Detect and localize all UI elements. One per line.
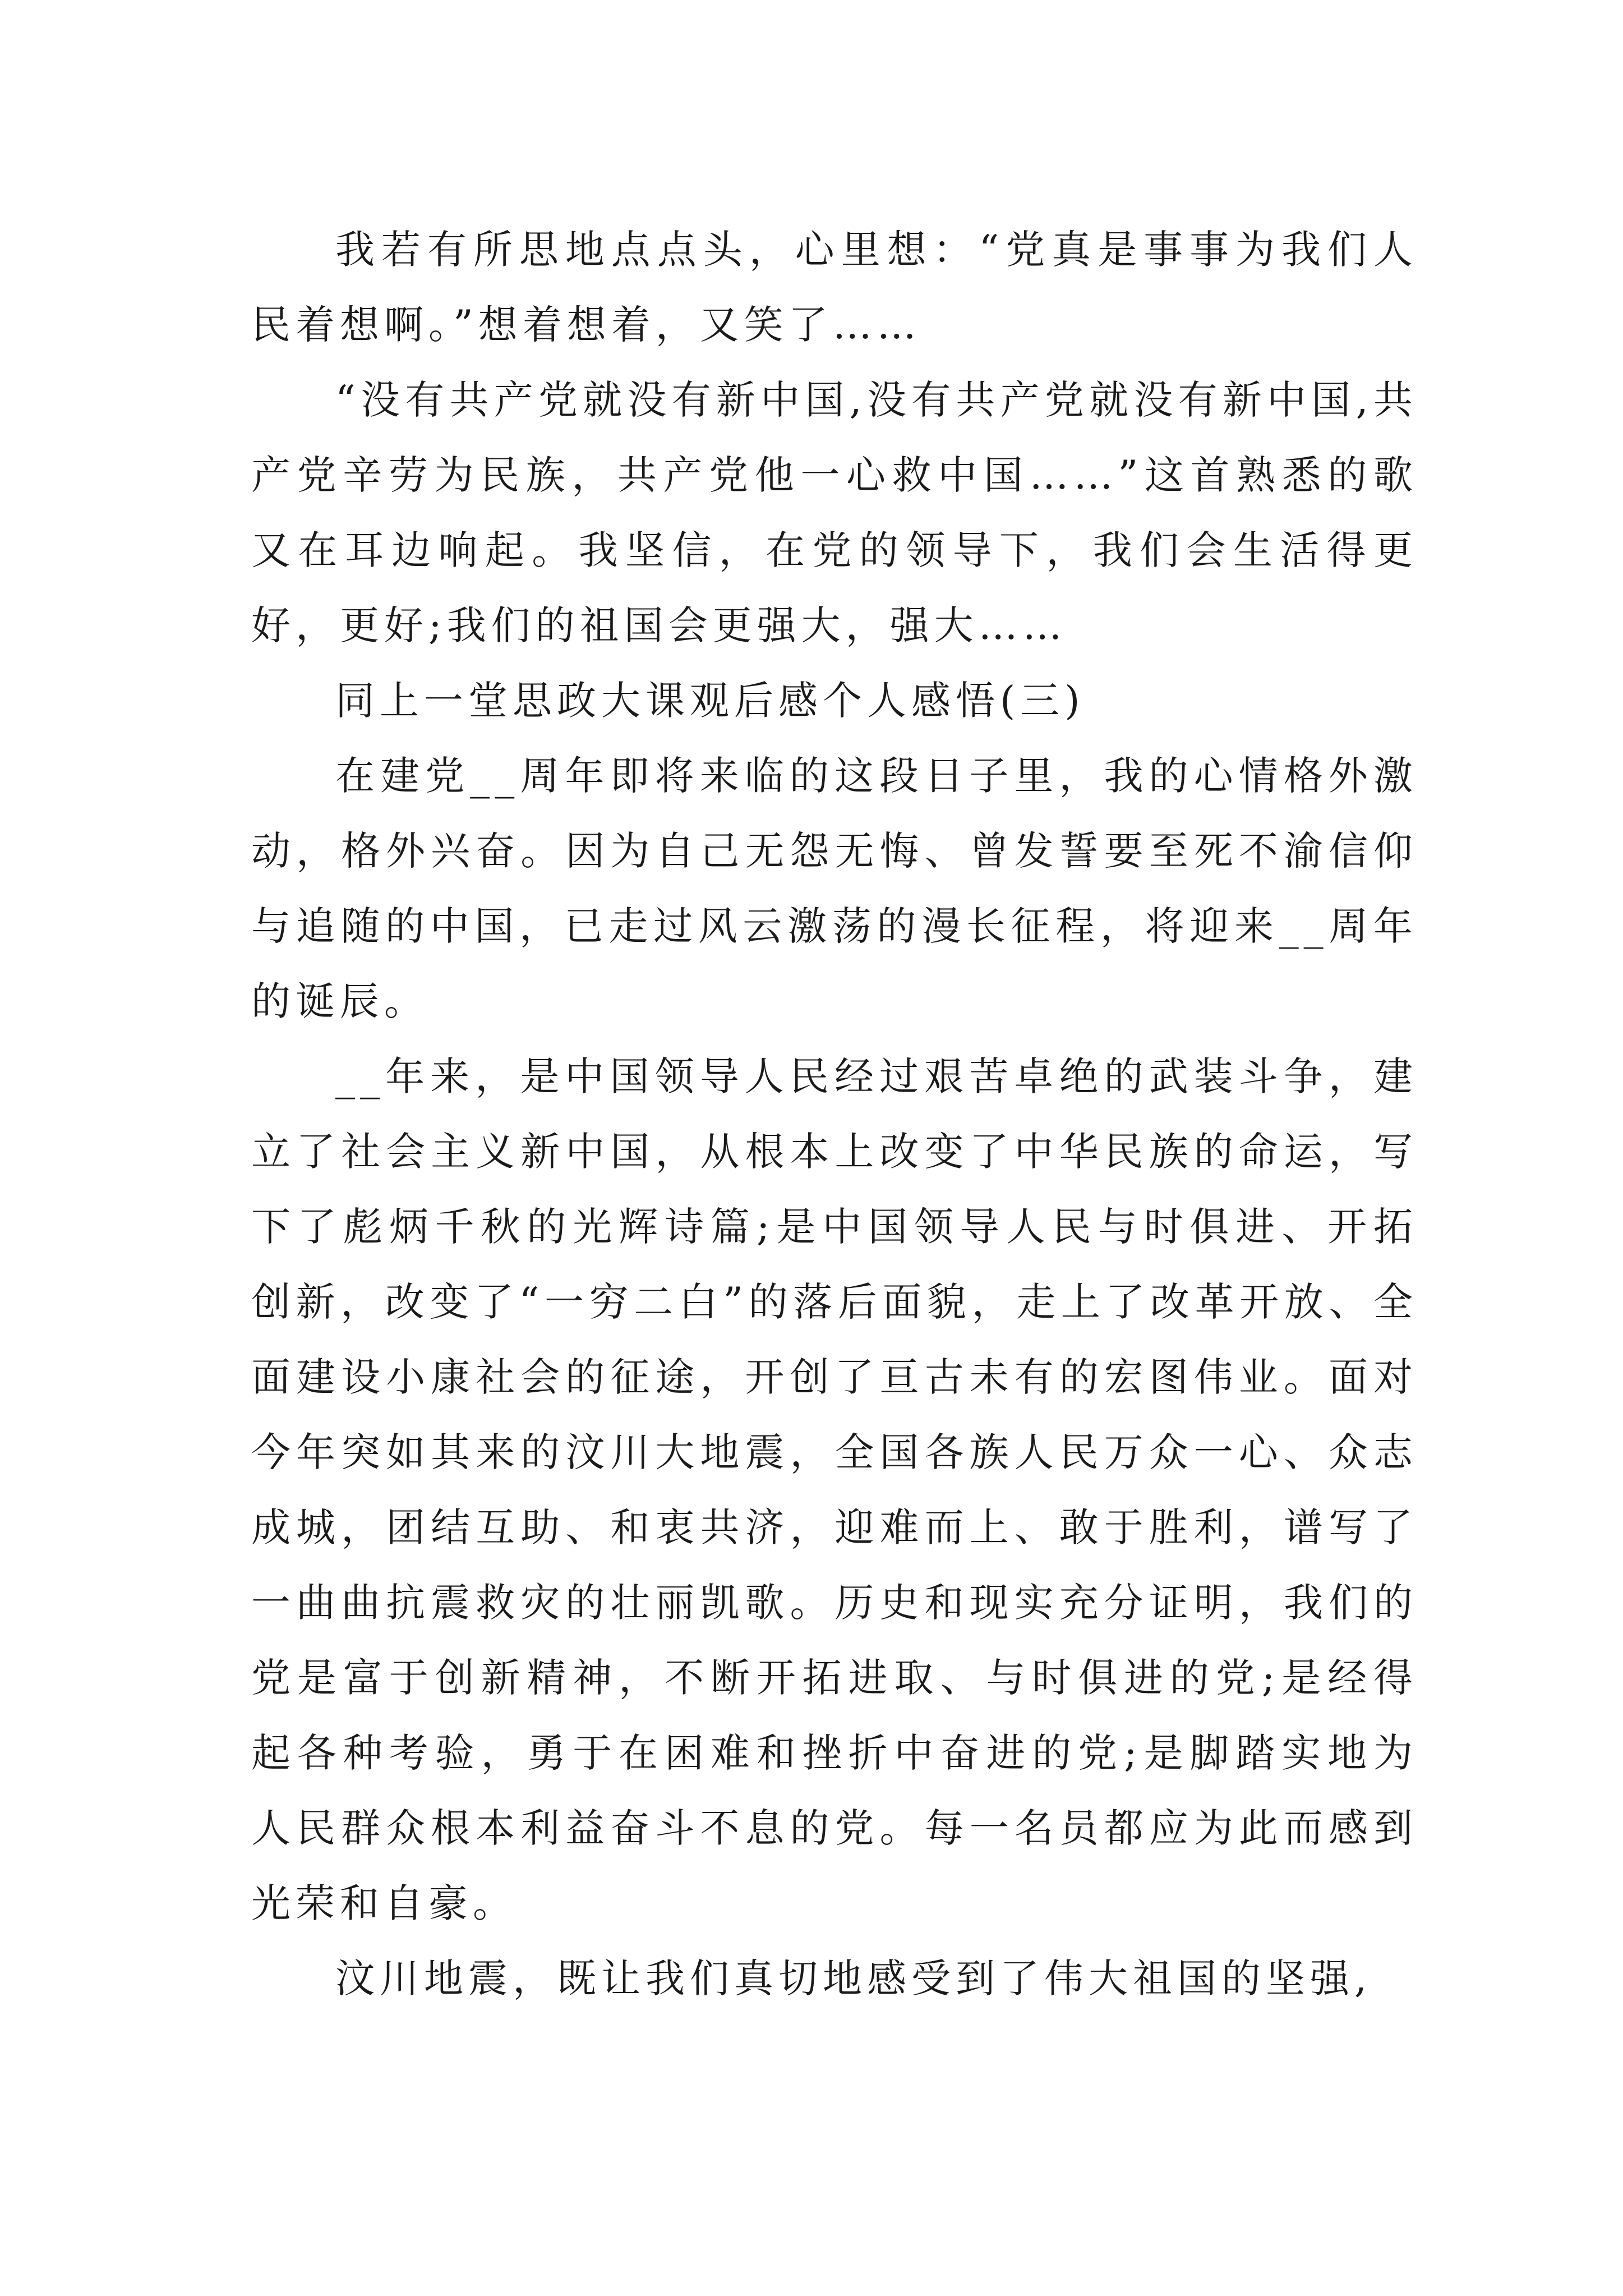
- paragraph-5: 汶川地震，既让我们真切地感受到了伟大祖国的坚强,: [335, 1955, 1372, 2001]
- paragraph-1: 我若有所思地点点头，心里想：“党真是事事为我们人民着想啊。”想着想着，又笑了……: [251, 227, 1418, 348]
- paragraph-4: __年来，是中国领导人民经过艰苦卓绝的武装斗争，建立了社会主义新中国，从根本上改变了中华民族的命运，写下了彪炳千秋的光辉诗篇;是中国领导人民与时俱进、开拓创新，改变了“一穷二白”的落后面貌，走上了改革开放、全面建设小康社会的征途，开创了亘古未有的宏图伟业。面对今年突如其来的汶川大地震，全国各族人民万众一心、众志成城，团结互助、和衷共济，迎难而上、敢于胜利，谱写了一曲曲抗震救灾的壮丽凯歌。历史和现实充分证明，我们的党是富于创新精神，不断开拓进取、与时俱进的党;是经得起各种考验，勇于在困难和挫折中奋进的党;是脚踏实地为人民群众根本利益奋斗不息的党。每一名员都应为此而感到光荣和自豪。: [251, 1053, 1418, 1926]
- document-body: [251, 212, 1418, 2016]
- section-heading: 同上一堂思政大课观后感个人感悟(三): [335, 678, 1085, 724]
- paragraph-2: “没有共产党就没有新中国,没有共产党就没有新中国,共产党辛劳为民族，共产党他一心救中国……”这首熟悉的歌又在耳边响起。我坚信，在党的领导下，我们会生活得更好，更好;我们的祖国会更强大，强大……: [251, 377, 1418, 648]
- paragraph-3: 在建党__周年即将来临的这段日子里，我的心情格外激动，格外兴奋。因为自己无怨无悔、曾发誓要至死不渝信仰与追随的中国，已走过风云激荡的漫长征程，将迎来__周年的诞辰。: [251, 753, 1418, 1024]
